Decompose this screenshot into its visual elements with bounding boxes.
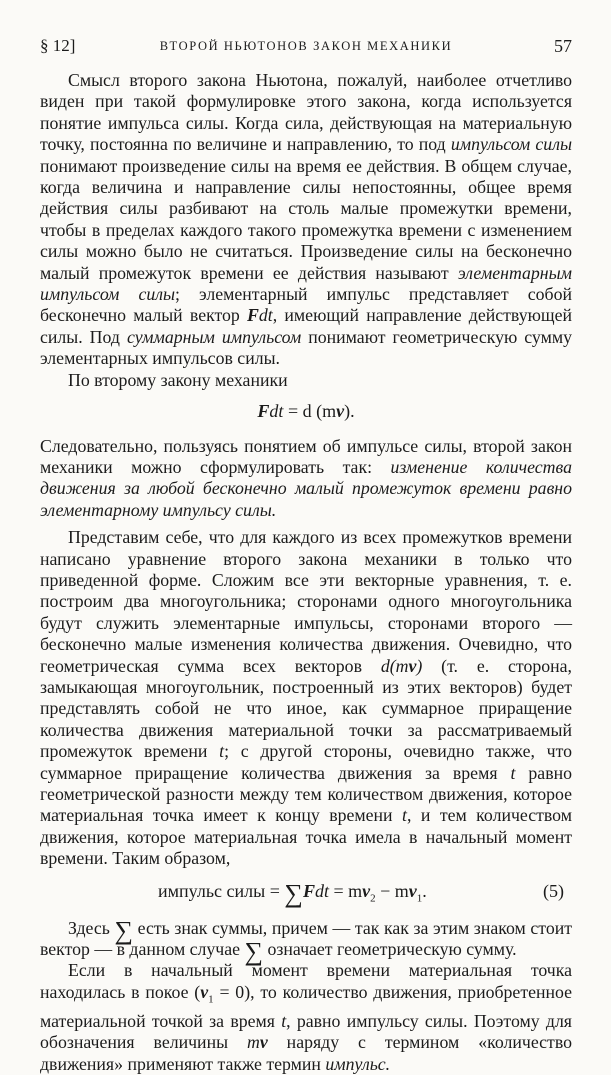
paragraph-impulse-definition: Смысл второго закона Ньютона, пожалуй, наиболее отчетливо виден при такой формулировке этого закона, когда используется понятие импульса силы. Когда сила, действующая на материальную точку, постоянна по величине и направлению, то под импульсом силы понимают произведение силы на время ее действия. В общем случае, когда величина и направление силы непостоянны, общее время действия силы разбивают на столь малые промежутки времени, чтобы в пределах каждого такого промежутка времени с изменением силы можно было не считаться. Произведение силы на бесконечно малый промежуток времени ее действия называют элементарным импульсом силы; элементарный импульс представляет собой бесконечно малый вектор Fdt, имеющий направление действующей силы. Под суммарным импульсом понимают геометрическую сумму элементарных импульсов силы. bbox=[40, 70, 572, 369]
chapter-title: ВТОРОЙ НЬЮТОНОВ ЗАКОН МЕХАНИКИ bbox=[159, 39, 453, 53]
term-total-impulse: суммарным импульсом bbox=[126, 326, 302, 347]
page-body bbox=[40, 70, 572, 1075]
section-number: § 12] bbox=[40, 36, 76, 55]
term-impulse: импульс. bbox=[325, 1053, 391, 1074]
paragraph-vector-sum: Представим себе, что для каждого из всех промежутков времени написано уравнение второго закона механики в только что приведенной форме. Сложим все эти векторные уравнения, т. е. построим два многоугольника; сторонами одного многоугольника будут служить элементарные импульсы, сторонами второго — бесконечно малые изменения количества движения. Очевидно, что геометрическая сумма всех векторов d(mv) (т. е. сторона, замыкающая многоугольник, построенный из этих векторов) будет представлять собой не что иное, как суммарное приращение количества движения материальной точки за рассматриваемый промежуток времени t; с другой стороны, очевидно также, что суммарное приращение количества движения за время t равно геометрической разности между тем количеством движения, которое материальная точка имеет к концу времени t, и тем количеством движения, которое материальная точка имела в начальный момент времени. Таким образом, bbox=[40, 527, 572, 869]
term-elementary-impulse: элементарным импульсом силы bbox=[40, 262, 572, 305]
summation-symbol-inline: ∑ bbox=[114, 915, 134, 945]
page-number: 57 bbox=[554, 36, 572, 56]
equation-number: (5) bbox=[543, 880, 564, 901]
paragraph-momentum-term: Если в начальный момент времени материальная точка находилась в покое $(v_1 = 0)$, то количество движения, приобретенное материальной точкой за время t, равно импульсу силы. Поэтому для обозначения величины mv наряду с термином «количество движения» применяют также термин импульс. bbox=[40, 960, 573, 1074]
paragraph-second-law-intro: По второму закону механики bbox=[68, 369, 288, 390]
summation-symbol: ∑ bbox=[284, 878, 303, 908]
formula-second-law: Fdt = d (mv). bbox=[257, 401, 355, 422]
term-impulse-of-force: импульсом силы bbox=[450, 134, 572, 155]
paragraph-sum-symbol: Здесь ∑ есть знак суммы, причем — так как за этим знаком стоит вектор — в данном случае ∑ означает геометрическую сумму. bbox=[40, 915, 572, 967]
paragraph-law-formulation: Следовательно, пользуясь понятием об импульсе силы, второй закон механики можно сформулировать так: изменение количества движения за любой бесконечно малый промежуток времени равно элементарному импульсу силы. bbox=[40, 435, 572, 520]
formula-impulse-sum: импульс силы = $\sum Fdt = mv_2 - mv_1$. (5) bbox=[158, 878, 564, 908]
law-statement: изменение количества движения за любой бесконечно малый промежуток времени равно элементарному импульсу силы. bbox=[40, 456, 572, 520]
running-header bbox=[40, 36, 572, 60]
